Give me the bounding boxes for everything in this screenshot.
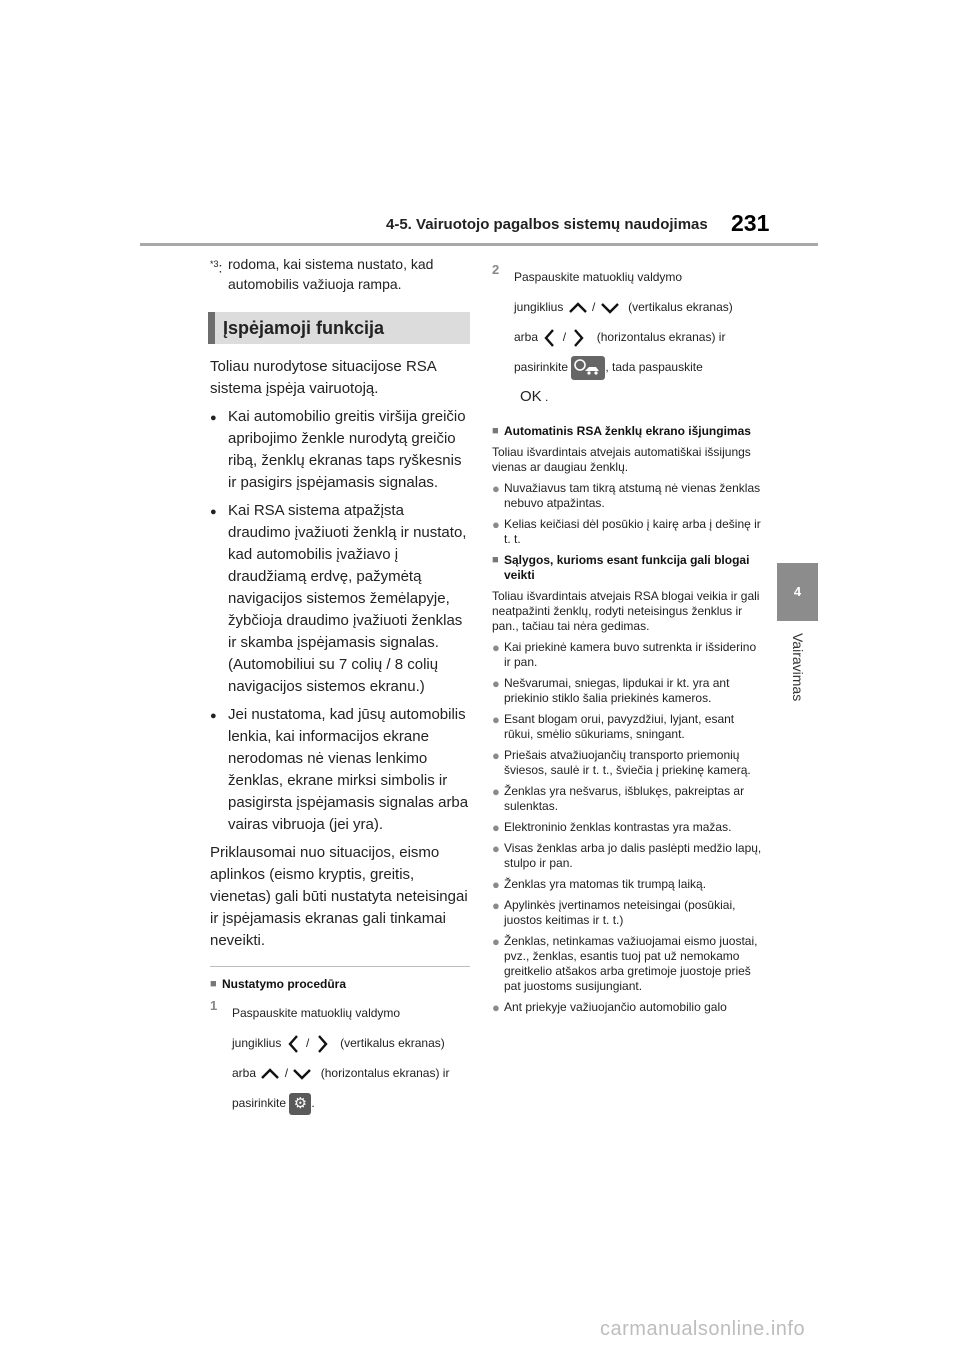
page-number: 231 xyxy=(731,210,770,236)
chevron-up-icon xyxy=(259,1066,281,1082)
list-item: ● Kai priekinė kamera buvo sutrenkta ir išsiderino ir pan. xyxy=(492,640,757,669)
bullet-icon: ● xyxy=(492,748,500,763)
bullet-icon: ● xyxy=(210,412,217,424)
list-item: ● Nuvažiavus tam tikrą atstumą nė vienas ženklas nebuvo atpažintas. xyxy=(492,481,761,510)
chapter-title: 4-5. Vairuotojo pagalbos sistemų naudojimas xyxy=(386,216,708,233)
bullet-icon: ● xyxy=(492,934,500,949)
list-item: ● Kelias keičiasi dėl posūkio į kairę arba į dešinę ir t. t. xyxy=(492,517,761,546)
chevron-right-icon xyxy=(569,327,587,349)
bullet-icon: ● xyxy=(492,898,500,913)
chevron-up-icon xyxy=(567,300,589,316)
list-item: ● Ženklas, netinkamas važiuojamai eismo juostai, pvz., ženklas, esantis tuoj pat už nemokamo greitkelio atšakos arba gretimoje juostoje prieš pat juostoms susijungiant. xyxy=(492,934,758,993)
list-item: ● Kai automobilio greitis viršija greičio apribojimo ženkle nurodytą greičio ribą, ženklų ekranas taps ryškesnis ir pasigirs įspėjamasis signalas. xyxy=(210,406,470,494)
chevron-down-icon xyxy=(291,1066,313,1082)
footnote xyxy=(210,254,470,294)
chevron-right-icon xyxy=(313,1033,331,1055)
list-item: ● Priešais atvažiuojančių transporto priemonių šviesos, saulė ir t. t., šviečia į priekinę kamerą. xyxy=(492,748,751,777)
conditions-intro: Toliau išvardintais atvejais RSA blogai veikia ir gali neatpažinti ženklų, rodyti neteisingus ženklus ir pan., tačiau tai nėra gedimas. xyxy=(492,589,760,633)
list-item: ● Ant priekyje važiuojančio automobilio galo xyxy=(492,1000,727,1015)
procedure-step-2: 2 Paspauskite matuoklių valdymo jungiklius / (vertikalus ekranas) arba / (horizontalus ekranas) ir pasirinkite , tada paspauskite OK . xyxy=(492,262,762,412)
bullet-icon: ● xyxy=(210,506,217,518)
step-number: 1 xyxy=(210,998,218,1013)
list-item: ● Visas ženklas arba jo dalis paslėpti medžio lapų, stulpo ir pan. xyxy=(492,841,762,870)
footnote-text: rodoma, kai sistema nustato, kad automobilis važiuoja rampa. xyxy=(228,256,434,292)
bullet-icon: ● xyxy=(492,481,500,496)
bullet-icon: ● xyxy=(210,710,217,722)
outro-paragraph: Priklausomai nuo situacijos, eismo aplinkos (eismo kryptis, greitis, vienetas) gali būti nustatyta neteisingai ir įspėjamasis ekranas gali tinkamai neveikti. xyxy=(210,844,468,949)
header-divider xyxy=(140,243,818,246)
watermark: carmanualsonline.info xyxy=(600,1318,806,1340)
bullet-icon: ● xyxy=(492,877,500,892)
ok-button-label: OK xyxy=(520,388,542,405)
list-item: ● Jei nustatoma, kad jūsų automobilis lenkia, kai informacijos ekrane nerodomas nė vienas lenkimo ženklas, ekrane mirksi simbolis ir pasigirsta įspėjamasis signalas arba vairas vibruoja (jei yra). xyxy=(210,704,470,836)
chevron-down-icon xyxy=(599,300,621,316)
list-item: ● Ženklas yra matomas tik trumpą laiką. xyxy=(492,877,707,892)
bullet-icon: ● xyxy=(492,820,500,835)
list-item: ● Apylinkės įvertinamos neteisingai (posūkiai, juostos keitimas ir t. t.) xyxy=(492,898,736,927)
list-item: ● Esant blogam orui, pavyzdžiui, lyjant, esant rūkui, smėlio sūkuriams, sningant. xyxy=(492,712,735,741)
square-bullet-icon: ■ xyxy=(210,978,217,990)
list-item: ● Ženklas yra nešvarus, išblukęs, pakreiptas ar sulenktas. xyxy=(492,784,745,813)
chapter-tab: 4 xyxy=(777,563,818,621)
bullet-icon: ● xyxy=(492,640,500,655)
step-number: 2 xyxy=(492,262,500,277)
gear-icon: ⚙ xyxy=(289,1093,311,1115)
list-item: ● Elektroninio ženklas kontrastas yra mažas. xyxy=(492,820,732,835)
right-column xyxy=(492,262,762,1021)
list-item: ● Kai RSA sistema atpažįsta draudimo įvažiuoti ženklą ir nustato, kad automobilis įvažiavo į draudžiamą erdvę, pažymėtą navigacijos sistemos žemėlapyje, žybčioja draudimo įvažiuoti ženklas ir skamba įspėjamasis signalas. (Automobiliui su 7 colių / 8 colių navigacijos sistemos ekranu.) xyxy=(210,500,470,698)
bullet-icon: ● xyxy=(492,712,500,727)
auto-off-intro: Toliau išvardintais atvejais automatiškai išsijungs vienas ar daugiau ženklų. xyxy=(492,445,751,474)
intro-paragraph: Toliau nurodytose situacijose RSA sistema įspėja vairuotoją. xyxy=(210,358,436,397)
chevron-left-icon xyxy=(541,327,559,349)
footnote-mark: $^{*3}$: xyxy=(210,259,223,276)
bullet-icon: ● xyxy=(492,784,500,799)
bullet-icon: ● xyxy=(492,1000,500,1015)
left-column xyxy=(210,254,470,1118)
subheading-conditions: ■ Sąlygos, kurioms esant funkcija gali blogai veikti xyxy=(492,553,750,582)
bullet-icon: ● xyxy=(492,841,500,856)
subheading-procedure: ■ Nustatymo procedūra xyxy=(210,977,347,991)
chevron-left-icon xyxy=(285,1033,303,1055)
divider xyxy=(210,966,470,967)
square-bullet-icon: ■ xyxy=(492,425,499,437)
bullet-icon: ● xyxy=(492,676,500,691)
bullet-icon: ● xyxy=(492,517,500,532)
chapter-tab-label: Vairavimas xyxy=(790,633,806,702)
square-bullet-icon: ■ xyxy=(492,554,499,566)
rsa-settings-icon xyxy=(571,356,605,380)
procedure-step-1: 1 Paspauskite matuoklių valdymo jungiklius / (vertikalus ekranas) arba / (horizontalus ekranas) ir pasirinkite ⚙ . xyxy=(210,998,470,1118)
list-item: ● Nešvarumai, sniegas, lipdukai ir kt. yra ant priekinio stiklo šalia priekinės kameros. xyxy=(492,676,730,705)
section-heading: Įspėjamoji funkcija xyxy=(208,312,470,344)
subheading-auto-off: ■ Automatinis RSA ženklų ekrano išjungimas xyxy=(492,424,751,438)
